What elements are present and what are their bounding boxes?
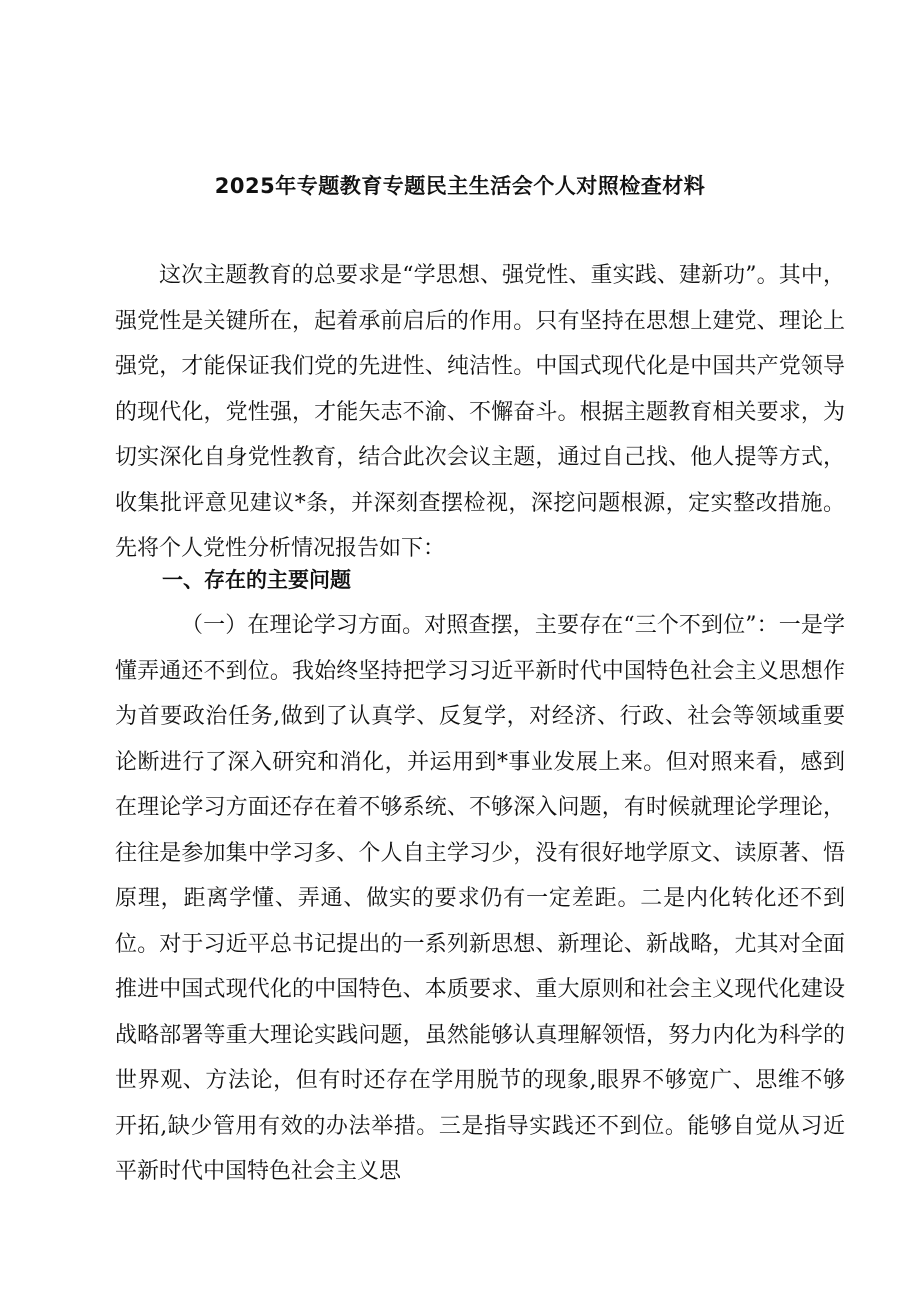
subsection-paragraph: （一）在理论学习方面。对照查摆，主要存在“三个不到位”：一是学懂弄通还不到位。我始终坚持把学习习近平新时代中国特色社会主义思想作为首要政治任务,做到了认真学、反复学，对经济、行政、社会等领域重要论断进行了深入研究和消化，并运用到*事业发展上来。但对照来看，感到在理论学习方面还存在着不够系统、不够深入问题，有时候就理论学理论，往往是参加集中学习多、个人自主学习少，没有很好地学原文、读原著、悟原理，距离学懂、弄通、做实的要求仍有一定差距。二是内化转化还不到位。对于习近平总书记提出的一系列新思想、新理论、新战略，尤其对全面推进中国式现代化的中国特色、本质要求、重大原则和社会主义现代化建设战略部署等重大理论实践问题，虽然能够认真理解领悟，努力内化为科学的世界观、方法论，但有时还存在学用脱节的现象,眼界不够宽广、思维不够开拓,缺少管用有效的办法举措。三是指导实践还不到位。能够自觉从习近平新时代中国特色社会主义思 xyxy=(115,613,845,1184)
intro-paragraph: 这次主题教育的总要求是“学思想、强党性、重实践、建新功”。其中，强党性是关键所在，起着承前启后的作用。只有坚持在思想上建党、理论上强党，才能保证我们党的先进性、纯洁性。中国式现代化是中国共产党领导的现代化，党性强，才能矢志不渝、不懈奋斗。根据主题教育相关要求，为切实深化自身党性教育，结合此次会议主题，通过自己找、他人提等方式，收集批评意见建议*条，并深刻查摆检视，深挖问题根源，定实整改措施。先将个人党性分析情况报告如下： xyxy=(115,263,845,561)
section-heading: 一、存在的主要问题 xyxy=(162,568,351,592)
document-title: 2025年专题教育专题民主生活会个人对照检查材料 xyxy=(214,174,706,198)
